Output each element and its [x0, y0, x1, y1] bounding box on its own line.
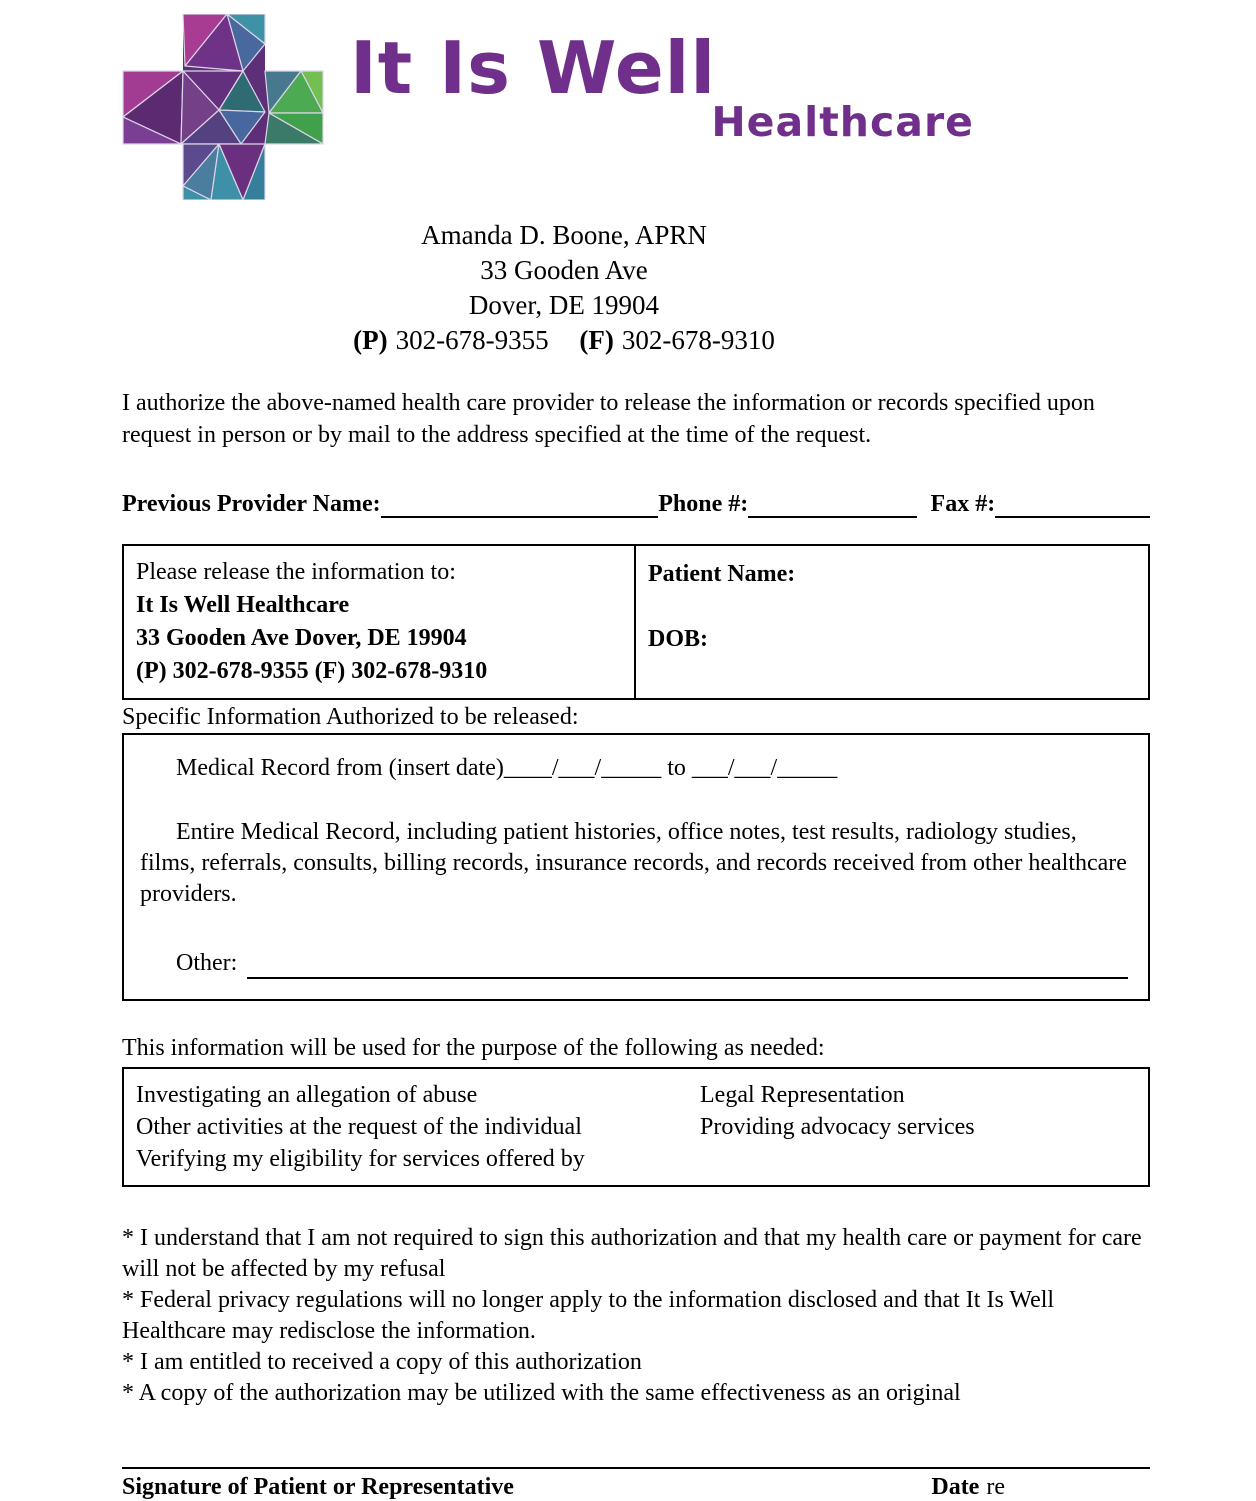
brand-title: It Is Well	[350, 26, 717, 110]
purpose-item: Other activities at the request of the individual	[136, 1114, 582, 1141]
practice-phone-fax-line	[122, 323, 1006, 358]
date-label-group	[931, 1474, 1005, 1501]
date-suffix-text: re	[986, 1474, 1005, 1501]
signature-section	[122, 1467, 1150, 1501]
purpose-box	[122, 1067, 1150, 1187]
brand-wordmark	[350, 14, 980, 146]
letterhead	[122, 14, 1150, 206]
purpose-left-column	[136, 1079, 696, 1175]
other-blank	[247, 953, 1128, 979]
purpose-item: Investigating an allegation of abuse	[136, 1082, 478, 1109]
previous-provider-phone-label: Phone #:	[658, 491, 749, 518]
phone-label: (P)	[353, 325, 388, 355]
notice-item: * I am entitled to received a copy of this authorization	[122, 1349, 642, 1376]
previous-provider-fax-label: Fax #:	[930, 491, 996, 518]
notices-list	[122, 1223, 1150, 1409]
release-to-cell	[124, 546, 636, 698]
previous-provider-fax-blank	[995, 492, 1150, 518]
purpose-right-column	[696, 1079, 1136, 1175]
previous-provider-phone-blank	[748, 492, 916, 518]
brand-subtitle: Healthcare	[711, 97, 974, 146]
specific-info-box	[122, 733, 1150, 1001]
purpose-item: Legal Representation	[700, 1082, 905, 1109]
practice-city-state-zip: Dover, DE 19904	[468, 290, 660, 320]
release-to-address: 33 Gooden Ave Dover, DE 19904	[136, 625, 467, 652]
release-to-box	[122, 544, 1150, 700]
purpose-heading: This information will be used for the purpose of the following as needed:	[122, 1035, 825, 1062]
release-to-name: It Is Well Healthcare	[136, 592, 350, 619]
purpose-item: Providing advocacy services	[700, 1114, 975, 1141]
fax-number: 302-678-9310	[621, 325, 775, 355]
previous-provider-name-label: Previous Provider Name:	[122, 491, 381, 518]
logo-cross-icon	[122, 14, 324, 200]
phone-number: 302-678-9355	[395, 325, 549, 355]
notice-item: * Federal privacy regulations will no longer apply to the information disclosed and that It Is Well Healthcare may redisclose the information.	[122, 1287, 1055, 1345]
signature-label: Signature of Patient or Representative	[122, 1474, 514, 1501]
previous-provider-name-blank	[381, 492, 659, 518]
notice-item: * A copy of the authorization may be utilized with the same effectiveness as an original	[122, 1380, 961, 1407]
entire-medical-record-paragraph: Entire Medical Record, including patient histories, office notes, test results, radiology studies, films, referrals, consults, billing records, insurance records, and records received from other healthcare providers.	[140, 818, 1127, 907]
patient-cell	[636, 546, 1148, 698]
other-label: Other:	[176, 950, 238, 977]
practice-street: 33 Gooden Ave	[480, 255, 648, 285]
patient-name-label: Patient Name:	[648, 561, 796, 588]
release-to-intro: Please release the information to:	[136, 559, 456, 586]
purpose-item: Verifying my eligibility for services offered by	[136, 1146, 585, 1173]
date-label: Date	[931, 1474, 980, 1501]
authorization-paragraph: I authorize the above-named health care provider to release the information or records specified upon request in person or by mail to the address specified at the time of the request.	[122, 390, 1095, 448]
specific-info-heading: Specific Information Authorized to be released:	[122, 704, 579, 731]
practice-contact-block	[122, 218, 1006, 358]
release-to-phones: (P) 302-678-9355 (F) 302-678-9310	[136, 658, 488, 685]
notice-item: * I understand that I am not required to sign this authorization and that my health care or payment for care will not be affected by my refusal	[122, 1225, 1142, 1283]
other-line	[176, 948, 1132, 979]
medical-record-date-line: Medical Record from (insert date)____/___/_____ to ___/___/_____	[176, 755, 838, 782]
practice-provider-name: Amanda D. Boone, APRN	[421, 220, 707, 250]
previous-provider-row	[122, 491, 1150, 518]
patient-dob-label: DOB:	[648, 626, 708, 653]
fax-label: (F)	[579, 325, 614, 355]
